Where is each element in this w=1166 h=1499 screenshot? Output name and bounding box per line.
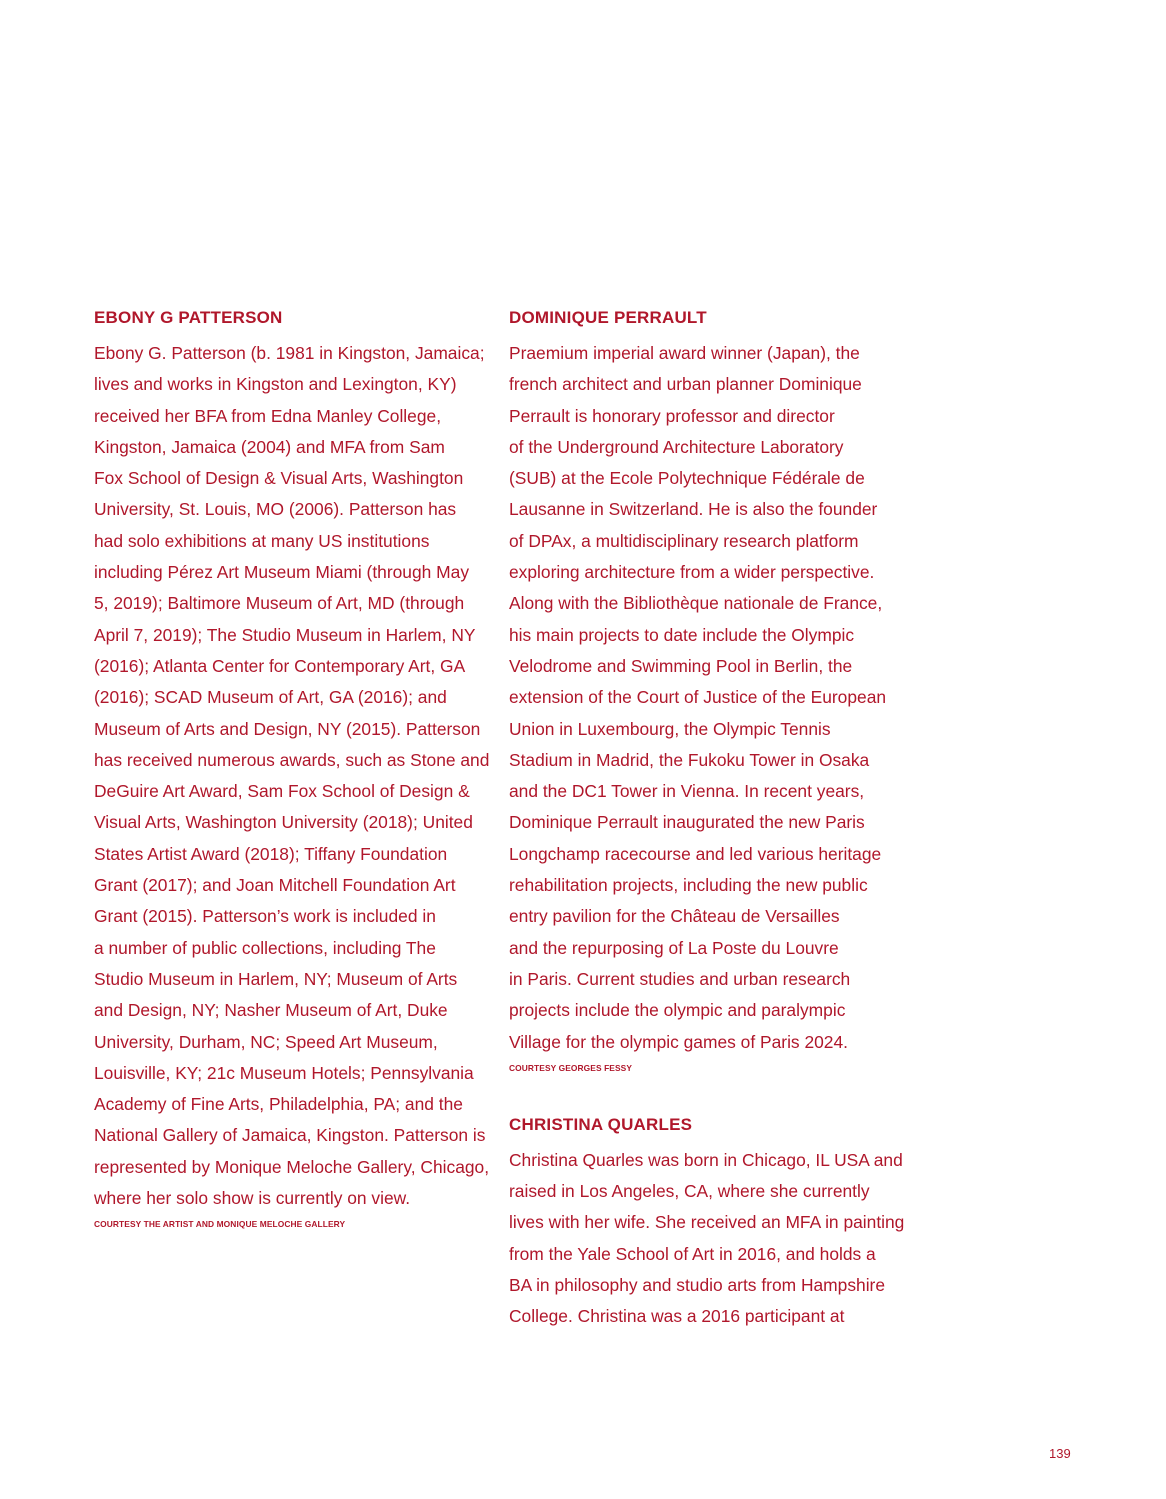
bio-line: lives and works in Kingston and Lexington, KY) [94,374,457,395]
bio-line: Grant (2017); and Joan Mitchell Foundation Art [94,875,456,896]
bio-line: a number of public collections, including The [94,937,436,958]
left-column [94,305,494,1231]
bio-line: represented by Monique Meloche Gallery, Chicago, [94,1156,490,1177]
bio-line: April 7, 2019); The Studio Museum in Harlem, NY [94,624,476,645]
bio-line: Louisville, KY; 21c Museum Hotels; Pennsylvania [94,1062,474,1083]
photo-credit: COURTESY GEORGES FESSY [509,1062,633,1073]
bio-line: Academy of Fine Arts, Philadelphia, PA; and the [94,1094,463,1115]
bio-line: Stadium in Madrid, the Fukoku Tower in Osaka [509,749,870,770]
bio-line: his main projects to date include the Olympic [509,624,855,645]
bio-line: Praemium imperial award winner (Japan), the [509,343,860,363]
bio-line: extension of the Court of Justice of the European [509,687,887,708]
bio-line: Village for the olympic games of Paris 2024. [509,1031,848,1052]
bio-line: Perrault is honorary professor and director [509,405,835,426]
bio-line: States Artist Award (2018); Tiffany Foundation [94,843,448,864]
bio-heading: DOMINIQUE PERRAULT [509,308,707,327]
bio-line: french architect and urban planner Dominique [509,374,862,395]
bio-line: Dominique Perrault inaugurated the new Paris [509,812,865,833]
bio-heading: CHRISTINA QUARLES [509,1114,693,1134]
bio-line: (2016); SCAD Museum of Art, GA (2016); and [94,687,447,708]
bio-line: from the Yale School of Art in 2016, and holds a [509,1243,876,1264]
bio-line: has received numerous awards, such as Stone and [94,749,490,770]
bio-entry-patterson [94,305,494,1231]
bio-line: and Design, NY; Nasher Museum of Art, Duke [94,1000,448,1021]
bio-line: entry pavilion for the Château de Versailles [509,906,840,927]
bio-line: National Gallery of Jamaica, Kingston. Patterson is [94,1125,486,1146]
bio-line: College. Christina was a 2016 participant at [509,1306,845,1327]
bio-line: Kingston, Jamaica (2004) and MFA from Sam [94,436,445,457]
bio-line: had solo exhibitions at many US institutions [94,530,430,551]
bio-line: Along with the Bibliothèque nationale de France, [509,593,883,614]
bio-line: Visual Arts, Washington University (2018); United [94,812,473,833]
bio-line: and the DC1 Tower in Vienna. In recent years, [509,781,865,802]
bio-entry-quarles [509,1112,909,1333]
bio-line: exploring architecture from a wider perspective. [509,562,875,583]
bio-line: where her solo show is currently on view. [94,1188,411,1209]
bio-line: BA in philosophy and studio arts from Hampshire [509,1275,886,1296]
bio-line: 5, 2019); Baltimore Museum of Art, MD (through [94,593,465,614]
bio-line: Grant (2015). Patterson’s work is included in [94,906,436,927]
bio-line: of DPAx, a multidisciplinary research platform [509,530,859,551]
bio-line: Longchamp racecourse and led various heritage [509,843,882,864]
bio-text [509,338,909,1058]
bio-line: projects include the olympic and paralympic [509,1000,846,1021]
photo-credit: COURTESY THE ARTIST AND MONIQUE MELOCHE GALLERY [94,1219,346,1230]
bio-line: Lausanne in Switzerland. He is also the founder [509,499,878,520]
bio-line: University, St. Louis, MO (2006). Patterson has [94,499,457,520]
bio-line: in Paris. Current studies and urban research [509,968,851,989]
bio-line: DeGuire Art Award, Sam Fox School of Design & [94,781,470,802]
bio-line: including Pérez Art Museum Miami (through May [94,562,470,583]
bio-line: rehabilitation projects, including the new public [509,875,868,896]
bio-line: Museum of Arts and Design, NY (2015). Patterson [94,718,481,739]
bio-line: Ebony G. Patterson (b. 1981 in Kingston, Jamaica; [94,343,485,363]
bio-line: University, Durham, NC; Speed Art Museum, [94,1031,438,1052]
bio-line: Velodrome and Swimming Pool in Berlin, the [509,655,853,676]
bio-line: lives with her wife. She received an MFA in painting [509,1212,905,1233]
bio-text [509,1145,909,1333]
bio-heading: EBONY G PATTERSON [94,308,283,327]
page-number: 139 [1049,1446,1071,1461]
right-column [509,305,909,1333]
bio-line: of the Underground Architecture Laboratory [509,436,844,457]
bio-line: (2016); Atlanta Center for Contemporary Art, GA [94,655,466,676]
entry-spacer [509,1075,909,1112]
bio-line: Union in Luxembourg, the Olympic Tennis [509,718,831,739]
bio-line: Fox School of Design & Visual Arts, Washington [94,468,464,489]
bio-line: Studio Museum in Harlem, NY; Museum of Arts [94,968,458,989]
bio-entry-perrault [509,305,909,1075]
bio-line: (SUB) at the Ecole Polytechnique Fédérale de [509,468,865,489]
bio-text [94,338,494,1214]
bio-line: Christina Quarles was born in Chicago, IL USA and [509,1149,903,1170]
bio-line: raised in Los Angeles, CA, where she currently [509,1181,870,1202]
bio-line: received her BFA from Edna Manley College, [94,405,442,426]
bio-line: and the repurposing of La Poste du Louvre [509,937,839,958]
